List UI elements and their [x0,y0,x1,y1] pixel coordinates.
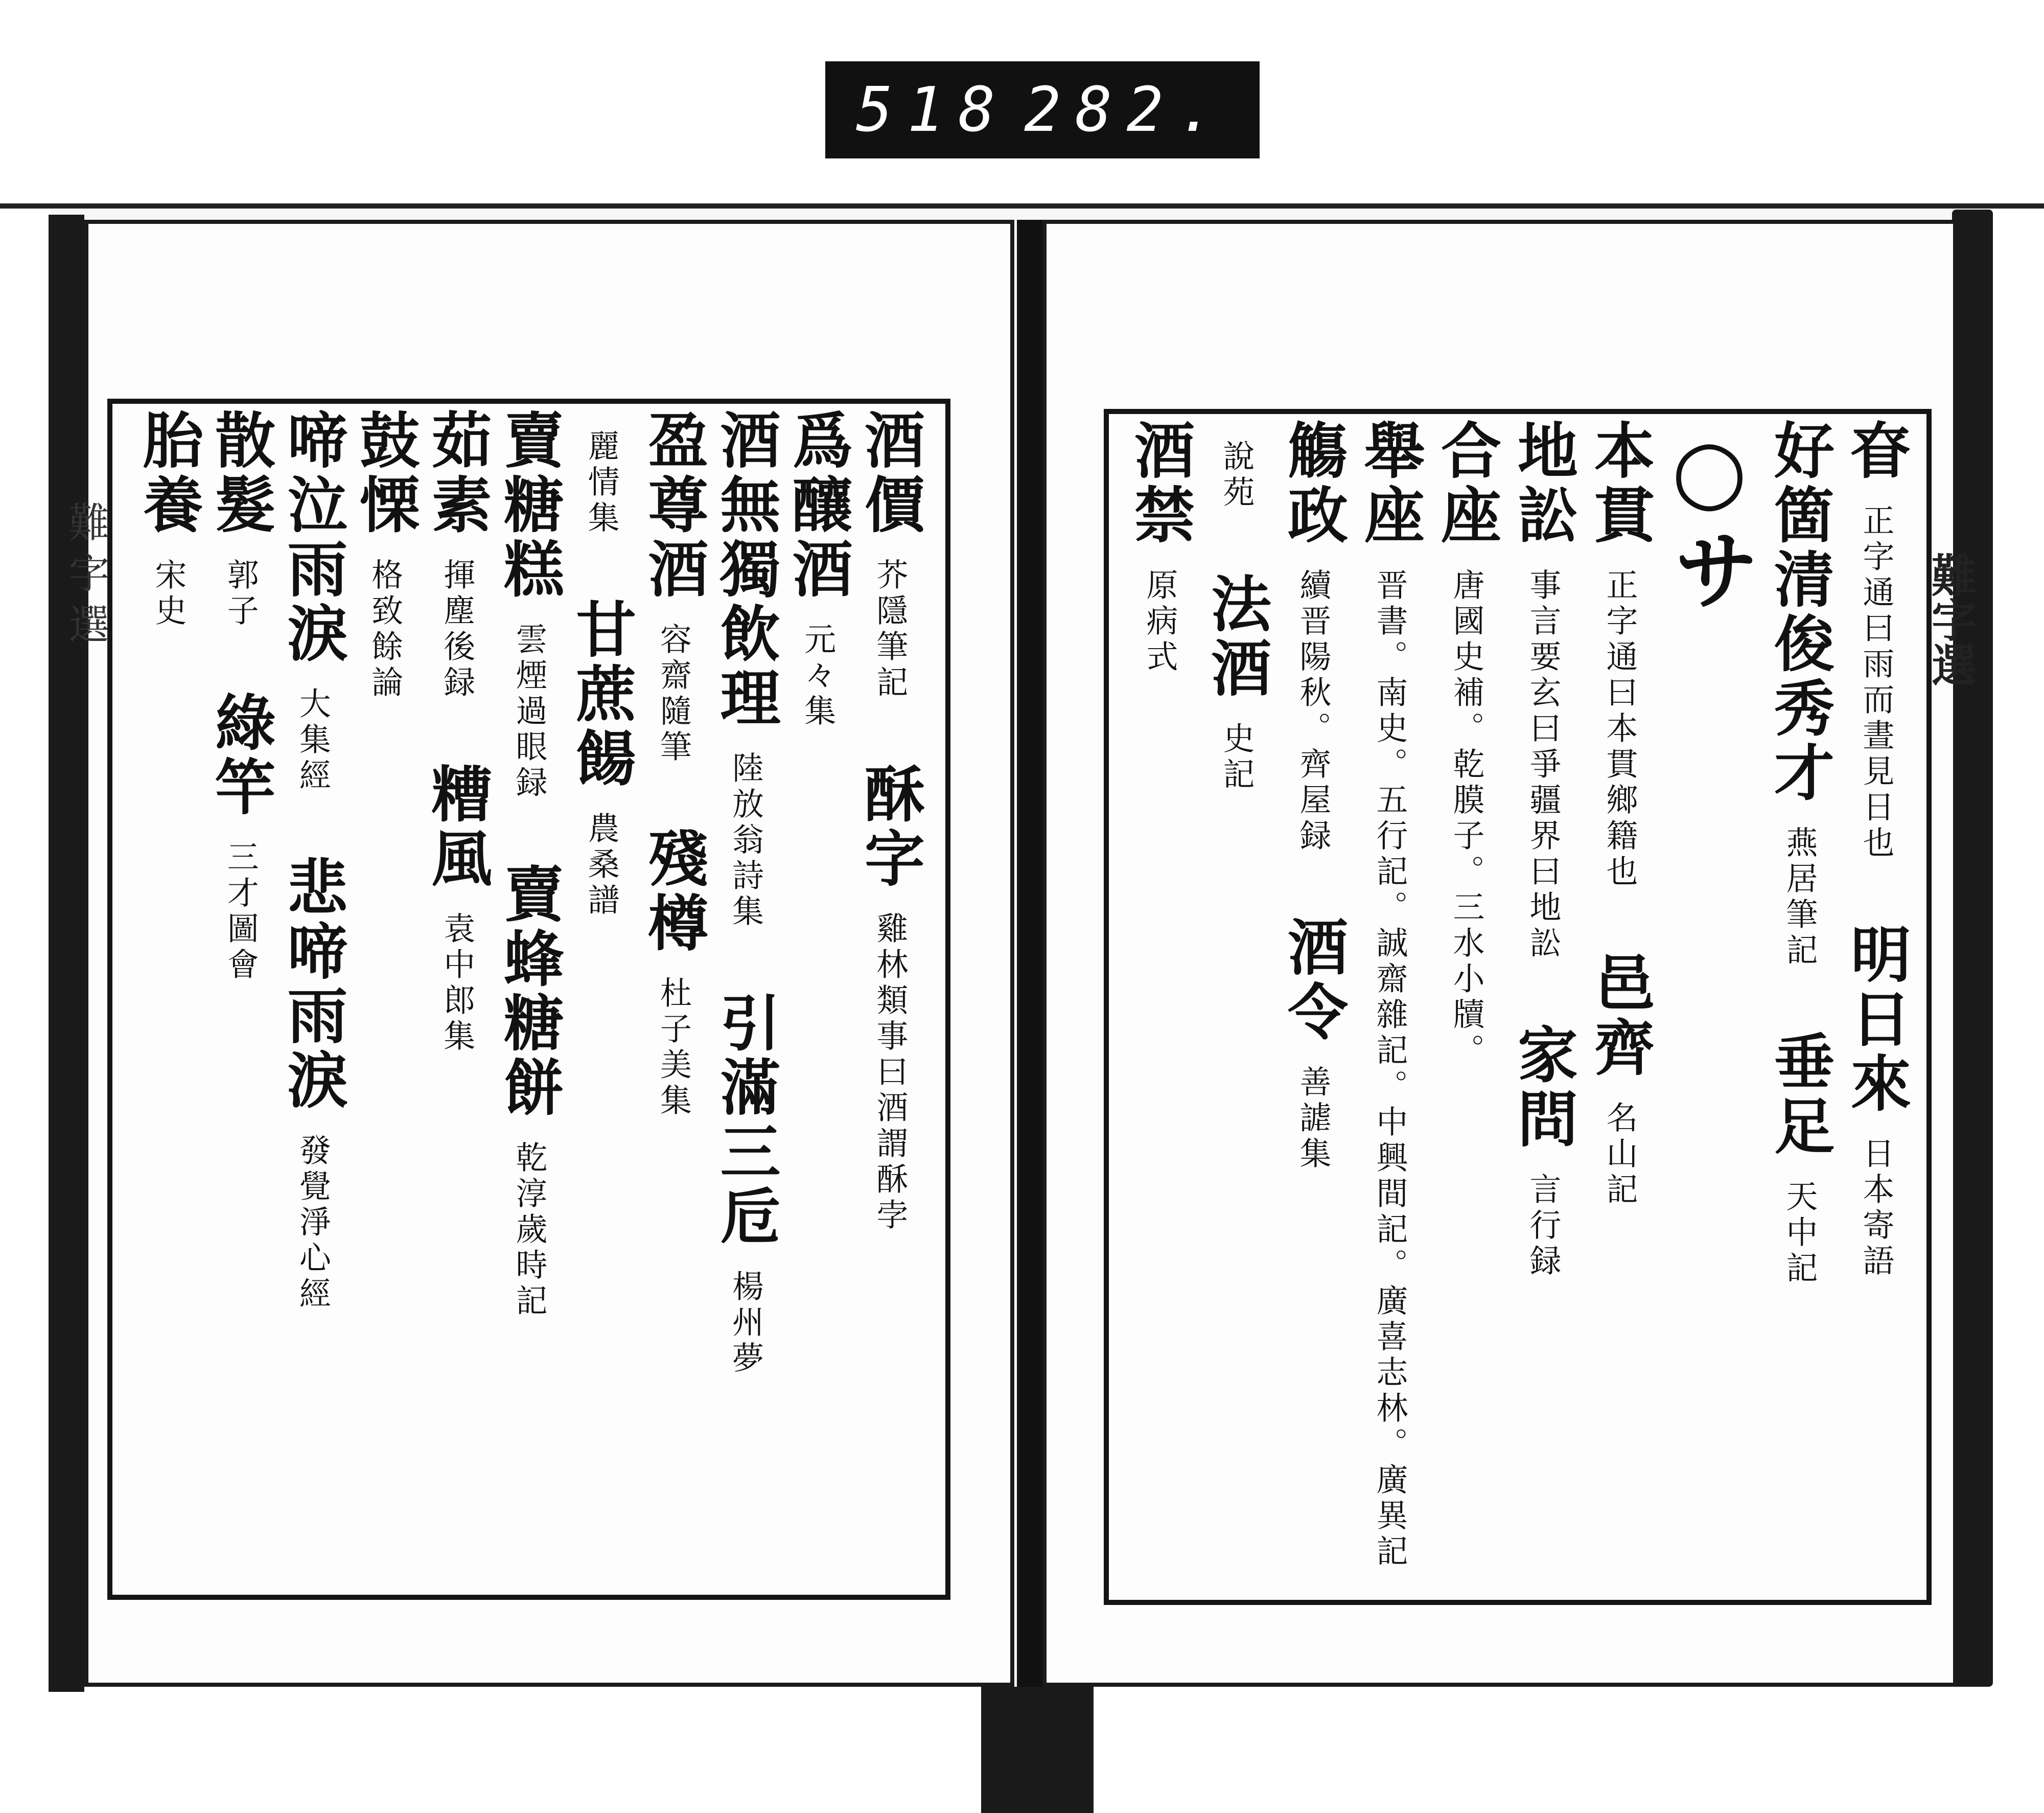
entry-source: 麗情集 [583,429,620,537]
entry-word: 引滿三卮 [710,992,781,1249]
entry-source: 三才圖會 [222,840,260,983]
text-column [133,409,204,1590]
catalog-label [825,61,1260,158]
catalog-number-right: 282. [1024,74,1229,146]
side-title: 難字選 [1924,552,1978,687]
entry-word: 觴政 [1278,419,1349,548]
entry-word: 酒價 [854,409,925,538]
entry-word: 酒禁 [1124,419,1195,548]
text-column [1124,419,1195,1595]
text-column [205,409,276,1590]
entry-source: 續晋陽秋。齊屋録 [1294,568,1332,855]
entry-word: 家問 [1507,1023,1578,1152]
text-column [1507,419,1578,1595]
entry-source: 楊州夢 [727,1270,764,1377]
entry-source: 容齋隨筆 [655,623,692,766]
entry-word: 舉座 [1354,419,1425,548]
entry-word: 賣糖糕 [493,409,565,602]
entry-word: 散髮 [205,409,276,538]
entry-word: 地訟 [1507,419,1578,548]
entry-word: 酥字 [854,763,925,891]
entry-source: 名山記 [1601,1101,1638,1208]
entry-source: 晋書。南史。五行記。誠齋雜記。中興間記。廣喜志林。廣異記 [1371,568,1408,1570]
entry-word: 啼泣雨淚 [277,409,349,667]
entry-source: 天中記 [1781,1180,1818,1287]
entry-source: 燕居筆記 [1781,826,1818,969]
entry-word: 酒無獨飲理 [710,409,781,731]
entry-source: 陸放翁詩集 [727,751,764,930]
text-column [1841,419,1912,1595]
entry-word: 賣蜂糖餅 [493,863,565,1120]
text-column [854,409,925,1590]
entry-source: 乾淳歲時記 [510,1141,548,1320]
entry-word: 邑齊 [1584,952,1655,1081]
text-column [782,409,853,1590]
entry-source: 雞林類事曰酒謂酥孛 [871,912,909,1234]
entry-source: 格致餘論 [366,558,404,701]
entry-word: 眘 [1841,419,1912,484]
text-column [638,409,709,1590]
text-column [1584,419,1655,1595]
gutter [1017,220,1042,1692]
entry-source: 農桑譜 [583,812,620,919]
entry-source: 芥隱筆記 [871,558,909,701]
entry-source: 言行録 [1524,1173,1562,1280]
entry-source: 正字通曰雨而晝見日也 [1857,504,1895,862]
entry-source: 唐國史補。乾膜子。三水小牘。 [1448,568,1485,1069]
entry-word: 茹素 [421,409,493,538]
left-tab-title: 難字選 [62,501,109,654]
entry-word: 綠竿 [205,691,276,820]
entry-word: 好箇清俊秀才 [1764,419,1835,806]
right-edge [1952,210,1993,1687]
entry-source: 揮塵後録 [438,558,476,701]
text-column [1201,419,1272,1595]
entry-source: 大集經 [294,687,332,794]
entry-source: 說苑 [1218,440,1255,511]
entry-source: 日本寄語 [1857,1137,1895,1280]
entry-source: 宋史 [150,558,187,630]
entry-word: 殘樽 [638,827,709,956]
top-rule [0,203,2044,209]
entry-source: 正字通曰本貫鄉籍也 [1601,568,1638,890]
entry-source: 杜子美集 [655,976,692,1119]
text-column [1278,419,1349,1595]
entry-word: 胎養 [133,409,204,538]
entry-source: 事言要玄曰爭疆界曰地訟 [1524,568,1562,962]
entry-word: 合座 [1431,419,1502,548]
gutter-bottom [981,1687,1094,1813]
entry-word: 爲釀酒 [782,409,853,602]
entry-word: 甘蔗餳 [566,598,637,791]
entry-word: 明日來 [1841,923,1912,1116]
left-edge [49,215,84,1692]
entry-word: 鼓慄 [349,409,421,538]
right-page-columns [1114,419,1921,1595]
entry-source: 善謔集 [1294,1065,1332,1173]
entry-source: 史記 [1218,722,1255,793]
left-page-columns [118,409,940,1590]
entry-word: 悲啼雨淚 [277,856,349,1113]
entry-source: 袁中郎集 [438,912,476,1055]
text-column [421,409,493,1590]
text-column [349,409,421,1590]
text-column [1764,419,1835,1595]
text-column [566,409,637,1590]
entry-source: 原病式 [1141,568,1178,676]
section-mark [1658,419,1760,1595]
entry-word: 法酒 [1201,572,1272,701]
text-column [1431,419,1502,1595]
entry-word: 垂足 [1764,1030,1835,1159]
section-heading: ○サ [1658,419,1760,616]
entry-word: 盈尊酒 [638,409,709,602]
entry-word: 糟風 [421,763,493,891]
text-column [1354,419,1425,1595]
text-column [710,409,781,1590]
entry-source: 雲煙過眼録 [510,623,548,801]
text-column [493,409,565,1590]
catalog-number-left: 518 [856,74,1010,146]
text-column [277,409,349,1590]
entry-source: 郭子 [222,558,260,630]
entry-word: 酒令 [1278,916,1349,1045]
entry-source: 元々集 [799,623,837,730]
entry-word: 本貫 [1584,419,1655,548]
entry-source: 發覺淨心經 [294,1134,332,1313]
